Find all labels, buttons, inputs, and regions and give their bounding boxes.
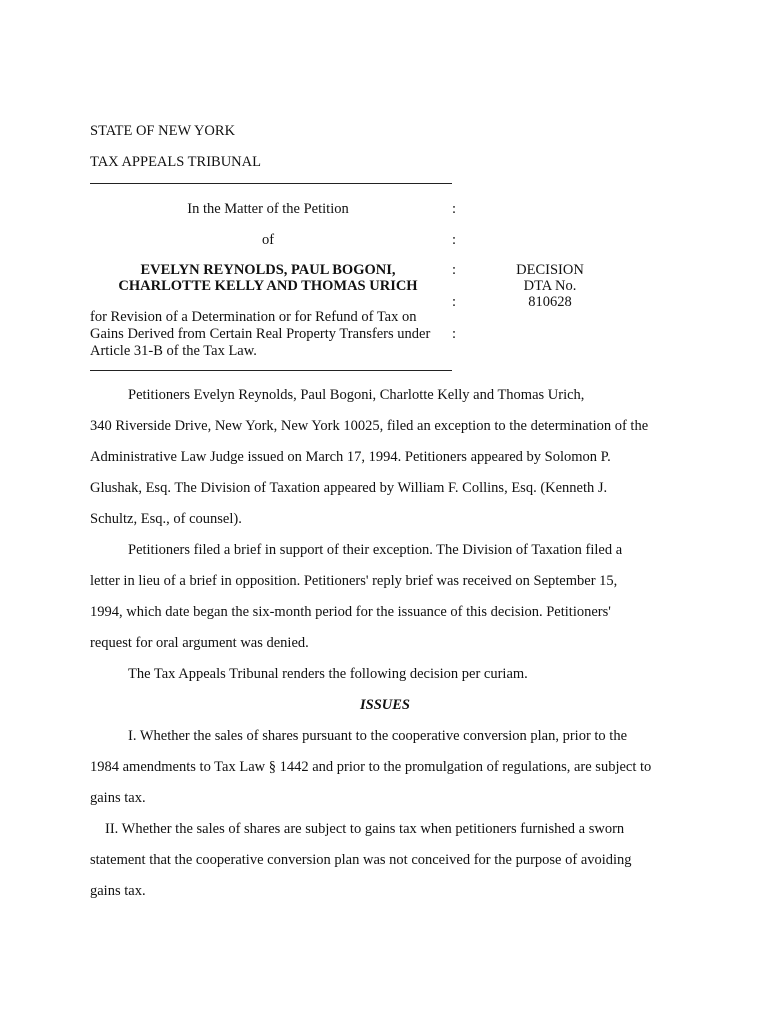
body-line: 1994, which date began the six-month period for the issuance of this decision. Petitioners' [90,604,611,620]
issues-heading: ISSUES [360,697,410,713]
caption-purpose [90,309,452,360]
tribunal-heading: TAX APPEALS TRIBUNAL [90,154,261,170]
body-line: Petitioners Evelyn Reynolds, Paul Bogoni, Charlotte Kelly and Thomas Urich, [128,387,585,403]
caption-of: of [261,232,275,248]
body-line: Administrative Law Judge issued on March 17, 1994. Petitioners appeared by Solomon P. [90,449,611,465]
body-line: Petitioners filed a brief in support of their exception. The Division of Taxation filed a [128,542,623,558]
purpose-line-2: Gains Derived from Certain Real Property Transfers under [90,326,431,342]
body-line: Glushak, Esq. The Division of Taxation appeared by William F. Collins, Esq. (Kenneth J. [90,480,608,496]
purpose-line-3: Article 31-B of the Tax Law. [90,343,257,359]
state-heading: STATE OF NEW YORK [90,123,236,139]
issue-line: statement that the cooperative conversion plan was not conceived for the purpose of avoiding [90,852,632,868]
purpose-line-1: for Revision of a Determination or for Refund of Tax on [90,309,417,325]
caption-bottom-rule [90,370,452,371]
body-line: 340 Riverside Drive, New York, New York 10025, filed an exception to the determination of the [90,418,649,434]
issue-line: gains tax. [90,883,146,899]
issue-line: gains tax. [90,790,146,806]
body-line: letter in lieu of a brief in opposition. Petitioners' reply brief was received on September 15, [90,573,618,589]
issue-line: I. Whether the sales of shares pursuant to the cooperative conversion plan, prior to the [128,728,628,744]
body-line: The Tax Appeals Tribunal renders the following decision per curiam. [128,666,528,682]
caption-colon: : [452,232,457,248]
caption-colon: : [452,326,457,342]
dta-number: DTA No. 810628 [523,278,577,310]
caption-colon: : [452,262,457,278]
petitioners-line-1: EVELYN REYNOLDS, PAUL BOGONI, [140,262,396,278]
decision-label: DECISION [516,262,584,278]
body-line: request for oral argument was denied. [90,635,309,651]
body-line: Schultz, Esq., of counsel). [90,511,242,527]
decision-block [505,262,595,310]
caption-matter: In the Matter of the Petition [187,201,349,217]
issue-line: II. Whether the sales of shares are subject to gains tax when petitioners furnished a sworn [105,821,625,837]
caption-top-rule [90,183,452,184]
caption-colon: : [452,201,457,217]
issue-line: 1984 amendments to Tax Law § 1442 and prior to the promulgation of regulations, are subject to [90,759,652,775]
petitioners-line-2: CHARLOTTE KELLY AND THOMAS URICH [118,278,418,294]
caption-colon: : [452,294,457,310]
